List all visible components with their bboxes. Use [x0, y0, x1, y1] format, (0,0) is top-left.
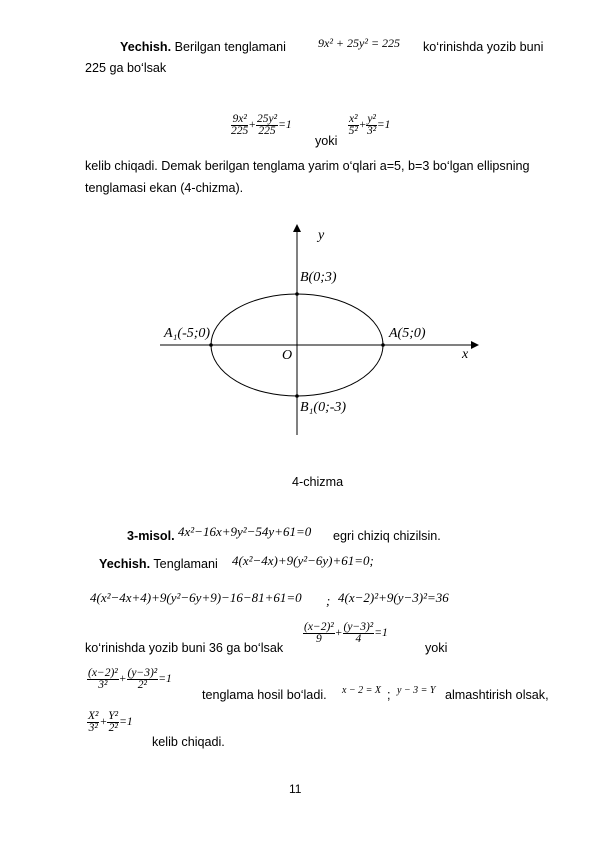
solution-heading: Yechish.: [120, 40, 172, 54]
fraction: $\frac{\text{(y−3)²}}{\text{2²}}$: [127, 667, 158, 691]
solution3-line-1: Yechish. Tenglamani: [99, 557, 218, 571]
label-a1: A₁(-5;0): [164, 326, 211, 341]
fraction: $\frac{\text{(x−2)²}}{\text{3²}}$: [88, 667, 118, 691]
solution3-eq-3: 4(x−2)²+9(y−3)²=36: [338, 590, 449, 605]
separator: ;: [326, 593, 331, 608]
solution3-line-5: kelib chiqadi.: [152, 735, 225, 749]
semicolon: ;: [387, 688, 391, 702]
inline-equation: 9x² + 25y² = 225: [318, 36, 401, 50]
point-a: [381, 343, 385, 347]
label-a: A(5;0): [389, 326, 426, 341]
example-equation: 4x²−16x+9y²−54y+61=0: [178, 524, 312, 539]
fraction: $\frac{\text{y²}}{\text{3²}}$: [367, 113, 377, 137]
point-a1: [209, 343, 213, 347]
y-axis-label: y: [318, 228, 325, 243]
origin-label: O: [282, 348, 293, 363]
equation-1-canonical: $\frac{\text{x²}}{\text{5²}}$ + $\frac{\text{y²}}{\text{3²}}$ =1: [348, 113, 391, 137]
x-axis-label: x: [462, 347, 469, 362]
fraction: $\frac{\text{(y−3)²}}{4}$: [343, 621, 374, 645]
equation-1: $\frac{\text{9x²}}{225}$ + $\frac{\text{25y²}}{225}$ =1: [231, 113, 292, 137]
solution-text: Berilgan tenglamani: [174, 40, 286, 54]
yoki-word-2: yoki: [425, 641, 448, 655]
figure-caption: 4-chizma: [292, 475, 344, 489]
solution3-line-4b: almashtirish olsak,: [445, 688, 549, 702]
conclusion-line-2: tenglamasi ekan (4-chizma).: [85, 181, 244, 195]
fraction: $\frac{\text{x²}}{\text{5²}}$: [348, 113, 358, 137]
conclusion-line-1: kelib chiqadi. Demak berilgan tenglama yarim o‘qlari a=5, b=3 bo‘lgan ellipsning: [85, 159, 530, 173]
solution3-heading: Yechish.: [99, 557, 151, 571]
solution3-eq-6: $\frac{\text{X²}}{\text{3²}}$ + $\frac{\text{Y²}}{\text{2²}}$ =1: [88, 710, 133, 734]
solution3-line-3: ko‘rinishda yozib buni 36 ga bo‘lsak: [85, 641, 284, 655]
solution-text-tail: ko‘rinishda yozib buni: [423, 40, 544, 54]
substitution-1: x − 2 = X: [342, 685, 382, 696]
fraction: $\frac{\text{Y²}}{\text{2²}}$: [108, 710, 119, 734]
solution3-line-4a: tenglama hosil bo‘ladi.: [202, 688, 327, 702]
point-b1: [295, 394, 299, 398]
fraction: $\frac{\text{9x²}}{225}$: [231, 113, 249, 137]
solution3-eq-4: $\frac{\text{(x−2)²}}{9}$ + $\frac{\text{(y−3)²}}{4}$ =1: [304, 621, 388, 645]
yoki-word: yoki: [315, 134, 338, 148]
fraction: $\frac{\text{25y²}}{225}$: [257, 113, 278, 137]
label-b1: B₁(0;-3): [300, 400, 347, 415]
example-task: egri chiziq chizilsin.: [333, 529, 441, 543]
solution3-eq-5: $\frac{\text{(x−2)²}}{\text{3²}}$ + $\frac{\text{(y−3)²}}{\text{2²}}$ =1: [88, 667, 172, 691]
substitution-2: y − 3 = Y: [397, 685, 436, 696]
solution-text-line2: 225 ga bo‘lsak: [85, 61, 167, 75]
fraction: $\frac{\text{X²}}{\text{3²}}$: [88, 710, 99, 734]
solution3-eq-2: 4(x²−4x+4)+9(y²−6y+9)−16−81+61=0: [90, 590, 302, 605]
label-b: B(0;3): [300, 270, 337, 285]
fraction: $\frac{\text{(x−2)²}}{9}$: [304, 621, 334, 645]
solution3-eq-1: 4(x²−4x)+9(y²−6y)+61=0;: [232, 553, 374, 568]
point-b: [295, 292, 299, 296]
page-number: 11: [289, 782, 302, 796]
example-title: 3-misol.: [127, 529, 175, 543]
